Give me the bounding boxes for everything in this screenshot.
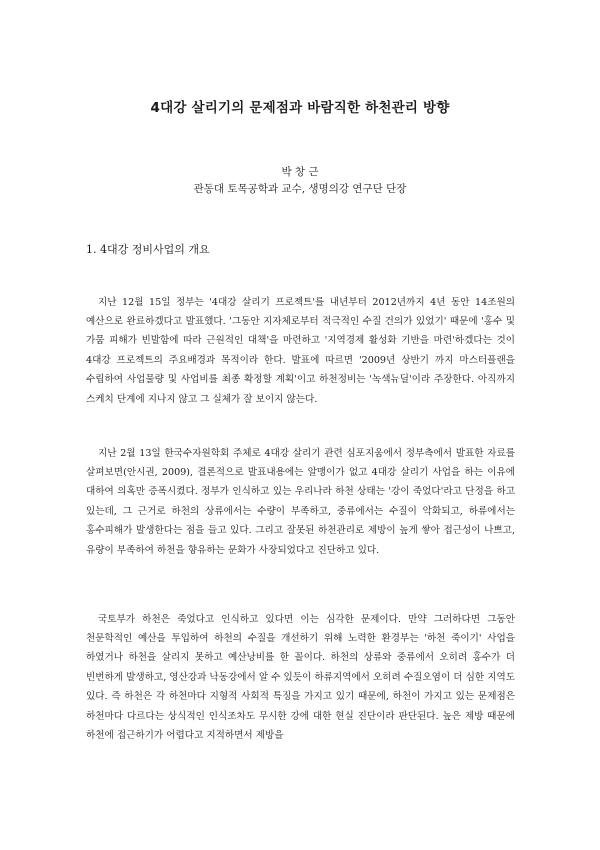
paragraph-1: 지난 12월 15일 정부는 '4대강 살리기 프로젝트'를 내년부터 2012년까지 4년 동안 14조원의 예산으로 완료하겠다고 발표했다. '그동안 지자체로부터 적극적인 수질 건의가 있었기' 때문에 '홍수 및 가뭄 피해가 빈발함에 따라 근원적인 대책'을 마련하고 '지역경제 활성화 기반을 마련'하겠다는 것이 4대강 프로젝트의 주요배경과 목적이라 한다. 발표에 따르면 '2009년 상반기 까지 마스터플랜을 수립하여 사업물량 및 사업비를 최종 확정할 계획'이고 하천정비는 '녹색뉴딜'이라 주장한다. 아직까지 스케치 단계에 지나지 않고 그 실체가 잘 보이지 않는다. [86,296,515,405]
author-affiliation: 관동대 토목공학과 교수, 생명의강 연구단 단장 [193,183,407,195]
section-heading: 1. 4대강 정비사업의 개요 [86,243,210,256]
document-title: 4대강 살리기의 문제점과 바람직한 하천관리 방향 [150,100,450,116]
paragraph-2: 지난 2월 13일 한국수자원학회 주체로 4대강 살리기 관련 심포지움에서 정부측에서 발표한 자료를 살펴보면(안시권, 2009), 결론적으로 발표내용에는 알맹이가 없고 4대강 살리기 사업을 하는 이유에 대하여 의혹만 증폭시켰다. 정부가 인식하고 있는 우리나라 하천 상태는 '강이 죽었다'라고 단정을 하고 있는데, 그 근거로 하천의 상류에서는 수량이 부족하고, 중류에서는 수질이 악화되고, 하류에서는 홍수피해가 발생한다는 점을 들고 있다. 그리고 잘못된 하천관리로 제방이 높게 쌓아 접근성이 나쁘고, 유량이 부족하여 하천을 향유하는 문화가 사장되었다고 진단하고 있다. [86,447,515,556]
author-name: 박 창 근 [281,166,319,178]
paragraph-3: 국토부가 하천은 죽었다고 인식하고 있다면 이는 심각한 문제이다. 만약 그러하다면 그동안 천문학적인 예산을 투입하여 하천의 수질을 개선하기 위해 노력한 환경부는 '하천 죽이기' 사업을 하였거나 하천을 살리지 못하고 예산낭비를 한 꼴이다. 하천의 상류와 중류에서 오히려 홍수가 더 빈번하게 발생하고, 영산강과 낙동강에서 알 수 있듯이 하류지역에서 오히려 수질오염이 더 심한 지역도 있다. 즉 하천은 각 하천마다 지형적 사회적 특징을 가지고 있기 때문에, 하천이 가지고 있는 문제점은 하천마다 다르다는 상식적인 인식조차도 무시한 강에 대한 현실 진단이라 판단된다. 높은 제방 때문에 하천에 접근하기가 어렵다고 지적하면서 제방을 [86,613,515,742]
